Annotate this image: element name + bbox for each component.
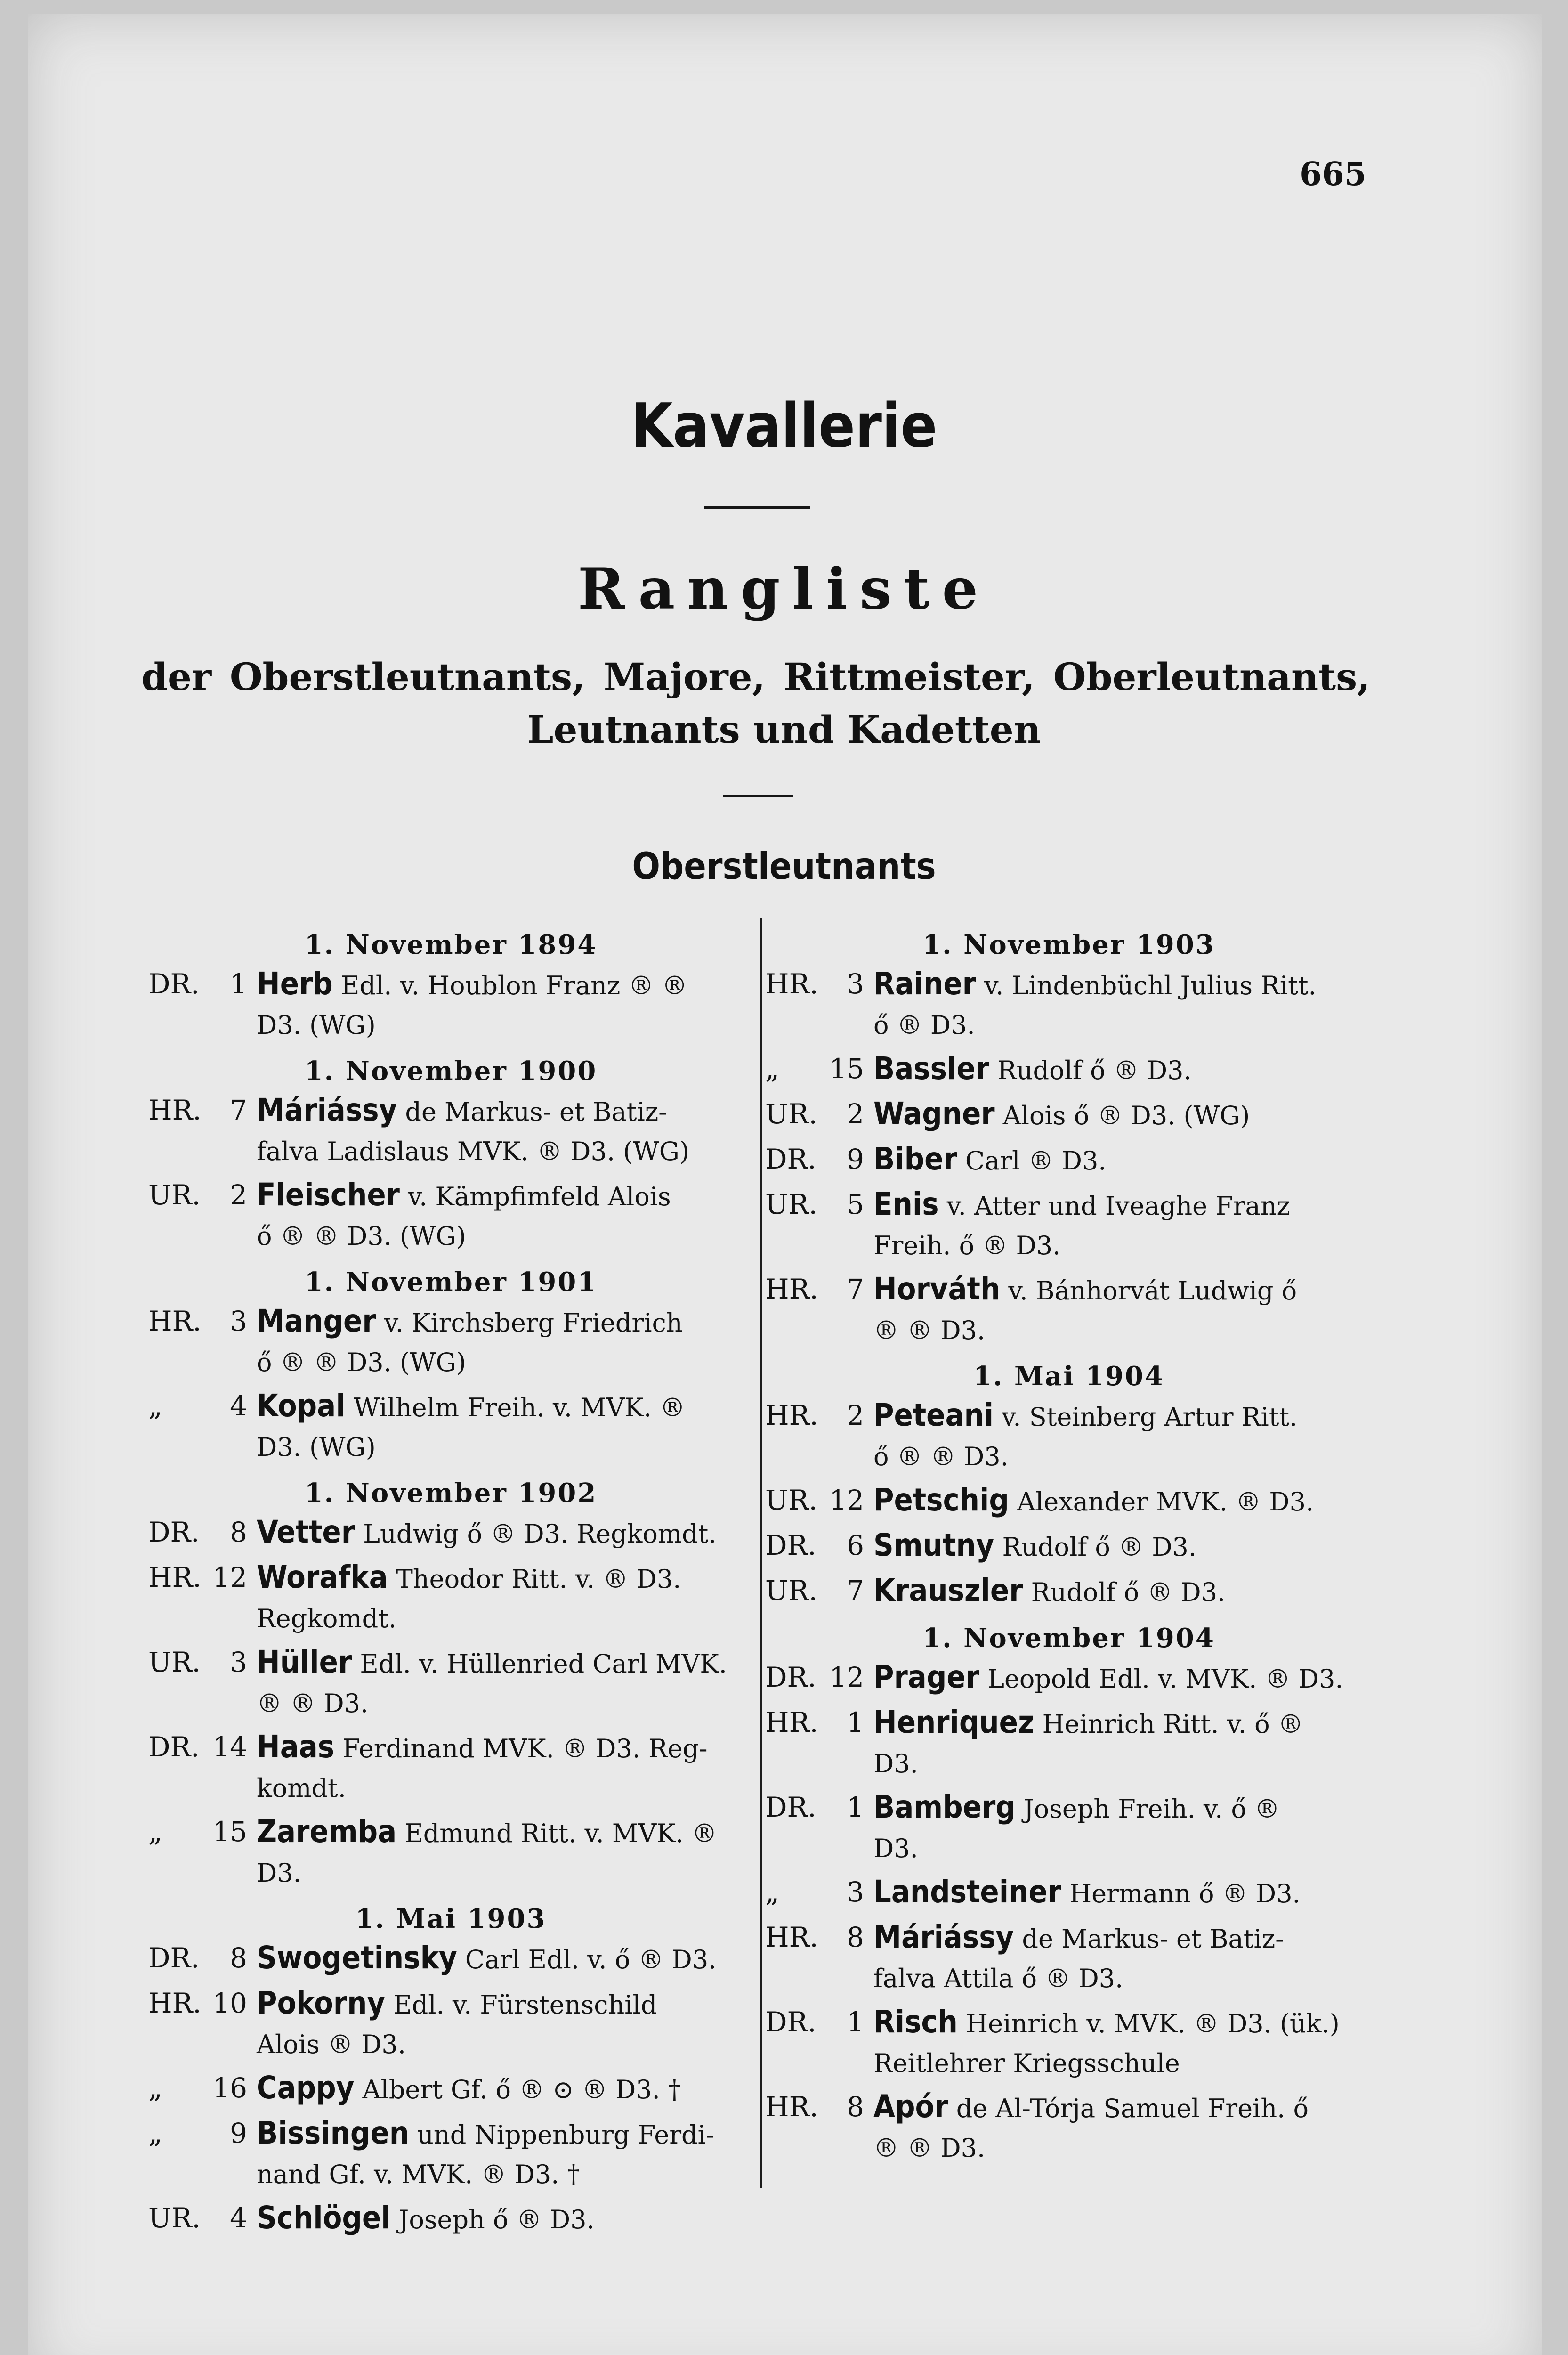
officer-details: und Nippenburg Ferdi- bbox=[409, 2120, 715, 2150]
officer-details: Edl. v. Fürstenschild bbox=[385, 1990, 657, 2020]
regiment-code: DR. bbox=[148, 968, 200, 1000]
officer-surname: Petschig bbox=[873, 1482, 1009, 1518]
officer-surname: Biber bbox=[873, 1141, 957, 1177]
title-divider bbox=[704, 506, 810, 509]
officer-details: Albert Gf. ő ® ⊙ ® D3. † bbox=[354, 2075, 681, 2104]
regiment-number: 1 bbox=[230, 968, 247, 1000]
officer-details: de Markus- et Batiz- bbox=[1014, 1924, 1284, 1954]
officer-surname: Horváth bbox=[873, 1271, 1001, 1307]
officer-surname: Cappy bbox=[257, 2070, 355, 2106]
officer-entry bbox=[765, 1481, 1373, 1521]
regiment-code: HR. bbox=[148, 1561, 202, 1593]
regiment-code: DR. bbox=[148, 1731, 200, 1763]
regiment-number: 10 bbox=[212, 1987, 247, 2019]
officer-entry bbox=[765, 1918, 1373, 1998]
officer-surname: Máriássy bbox=[257, 1092, 397, 1128]
officer-surname: Rainer bbox=[873, 966, 976, 1002]
officer-surname: Herb bbox=[257, 966, 333, 1002]
regiment-number: 6 bbox=[847, 1529, 864, 1561]
officer-entry bbox=[765, 2003, 1373, 2083]
regiment-number: 15 bbox=[829, 1053, 864, 1085]
officer-details-continued: ő ® D3. bbox=[873, 1010, 975, 1040]
officer-entry bbox=[148, 1302, 753, 1382]
right-column bbox=[765, 918, 1373, 2172]
officer-entry bbox=[148, 1558, 753, 1638]
regiment-number: 15 bbox=[212, 1816, 247, 1848]
regiment-number: 3 bbox=[230, 1305, 247, 1337]
officer-surname: Peteani bbox=[873, 1397, 994, 1433]
regiment-number: 7 bbox=[847, 1575, 864, 1607]
officer-details: Edmund Ritt. v. MVK. ® bbox=[396, 1819, 717, 1848]
officer-surname: Bissingen bbox=[257, 2115, 409, 2151]
page-title: Kavallerie bbox=[630, 391, 938, 461]
regiment-number: 8 bbox=[230, 1942, 247, 1974]
officer-details-continued: Freih. ő ® D3. bbox=[873, 1231, 1061, 1260]
officer-surname: Schlögel bbox=[257, 2200, 391, 2236]
officer-details-continued: ® ® D3. bbox=[873, 2133, 986, 2163]
officer-details: v. Lindenbüchl Julius Ritt. bbox=[976, 971, 1317, 1000]
regiment-code: „ bbox=[148, 1390, 163, 1422]
officer-details: Ferdinand MVK. ® D3. Reg- bbox=[334, 1734, 708, 1763]
heading-word: der bbox=[141, 655, 211, 699]
officer-entry bbox=[148, 1176, 753, 1256]
officer-surname: Pokorny bbox=[257, 1985, 386, 2021]
officer-details-continued: ő ® ® D3. (WG) bbox=[257, 1221, 466, 1251]
officer-details: Alexander MVK. ® D3. bbox=[1009, 1487, 1314, 1517]
officer-details: Rudolf ő ® D3. bbox=[994, 1532, 1197, 1562]
officer-details: Ludwig ő ® D3. Regkomdt. bbox=[355, 1519, 717, 1549]
officer-surname: Krauszler bbox=[873, 1572, 1023, 1608]
officer-details: v. Steinberg Artur Ritt. bbox=[994, 1402, 1298, 1432]
page-number: 665 bbox=[1300, 155, 1366, 193]
officer-surname: Swogetinsky bbox=[257, 1940, 457, 1976]
officer-details-continued: Reitlehrer Kriegsschule bbox=[873, 2048, 1180, 2078]
regiment-number: 1 bbox=[847, 1791, 864, 1823]
officer-details: Edl. v. Houblon Franz ® ® bbox=[332, 971, 687, 1000]
officer-details: Wilhelm Freih. v. MVK. ® bbox=[345, 1393, 686, 1422]
officer-details: v. Kämpfimfeld Alois bbox=[399, 1182, 671, 1211]
officer-surname: Worafka bbox=[257, 1559, 388, 1595]
regiment-code: HR. bbox=[765, 1399, 818, 1431]
regiment-number: 14 bbox=[212, 1731, 247, 1763]
officer-details: v. Bánhorvát Ludwig ő bbox=[1000, 1276, 1297, 1306]
regiment-number: 2 bbox=[230, 1179, 247, 1211]
officer-details: Joseph Freih. v. ő ® bbox=[1015, 1794, 1280, 1824]
regiment-code: „ bbox=[148, 2072, 163, 2104]
regiment-code: „ bbox=[148, 2117, 163, 2149]
officer-details: Hermann ő ® D3. bbox=[1061, 1879, 1301, 1908]
officer-details: Carl Edl. v. ő ® D3. bbox=[457, 1945, 717, 1974]
officer-entry bbox=[148, 1643, 753, 1723]
regiment-number: 2 bbox=[847, 1399, 864, 1431]
officer-surname: Prager bbox=[873, 1659, 979, 1695]
regiment-code: UR. bbox=[148, 1646, 201, 1678]
regiment-number: 3 bbox=[847, 1876, 864, 1908]
regiment-code: DR. bbox=[148, 1516, 200, 1548]
officer-details-continued: ő ® ® D3. (WG) bbox=[257, 1348, 466, 1377]
officer-entry bbox=[765, 1270, 1373, 1350]
regiment-code: DR. bbox=[765, 1529, 816, 1561]
officer-surname: Landsteiner bbox=[873, 1874, 1061, 1910]
officer-details: Heinrich Ritt. v. ő ® bbox=[1034, 1709, 1303, 1739]
regiment-code: UR. bbox=[148, 1179, 201, 1211]
regiment-code: „ bbox=[765, 1053, 780, 1085]
officer-surname: Hüller bbox=[257, 1644, 352, 1680]
regiment-number: 7 bbox=[847, 1273, 864, 1305]
officer-entry bbox=[765, 1658, 1373, 1698]
regiment-code: UR. bbox=[765, 1188, 817, 1220]
officer-details: Joseph ő ® D3. bbox=[390, 2205, 595, 2234]
regiment-number: 9 bbox=[230, 2117, 247, 2149]
regiment-number: 8 bbox=[230, 1516, 247, 1548]
officer-entry bbox=[148, 1984, 753, 2064]
date-heading: 1. November 1900 bbox=[304, 1056, 598, 1087]
regiment-number: 8 bbox=[847, 2091, 864, 2123]
regiment-number: 3 bbox=[847, 968, 864, 1000]
officer-details-continued: falva Ladislaus MVK. ® D3. (WG) bbox=[257, 1137, 689, 1166]
officer-surname: Bamberg bbox=[873, 1789, 1016, 1825]
regiment-code: UR. bbox=[765, 1098, 817, 1130]
heading-word: Oberstleutnants, bbox=[229, 655, 585, 699]
regiment-code: HR. bbox=[765, 1273, 818, 1305]
officer-details: de Al-Tórja Samuel Freih. ő bbox=[948, 2094, 1309, 2123]
officer-entry bbox=[765, 1185, 1373, 1265]
officer-details-continued: komdt. bbox=[257, 1773, 346, 1803]
left-column bbox=[148, 918, 753, 2244]
regiment-number: 1 bbox=[847, 1706, 864, 1738]
officer-entry bbox=[765, 965, 1373, 1045]
regiment-code: „ bbox=[765, 1876, 780, 1908]
officer-entry bbox=[148, 2069, 753, 2109]
regiment-number: 12 bbox=[212, 1561, 247, 1593]
officer-entry bbox=[148, 1387, 753, 1467]
officer-details-continued: nand Gf. v. MVK. ® D3. † bbox=[257, 2160, 580, 2189]
officer-entry bbox=[148, 2114, 753, 2194]
regiment-number: 5 bbox=[847, 1188, 864, 1220]
officer-surname: Vetter bbox=[257, 1514, 355, 1550]
heading-line-1 bbox=[141, 655, 1370, 699]
date-heading: 1. November 1903 bbox=[922, 929, 1215, 960]
officer-surname: Enis bbox=[873, 1186, 939, 1222]
officer-details-continued: D3. bbox=[873, 1834, 918, 1863]
regiment-number: 1 bbox=[847, 2006, 864, 2038]
subtitle: Rangliste bbox=[578, 556, 990, 622]
regiment-code: DR. bbox=[765, 1791, 816, 1823]
heading-word: Oberleutnants, bbox=[1053, 655, 1370, 699]
officer-entry bbox=[148, 1939, 753, 1979]
officer-surname: Zaremba bbox=[257, 1813, 397, 1850]
officer-surname: Máriássy bbox=[873, 1919, 1014, 1955]
officer-surname: Manger bbox=[257, 1303, 376, 1339]
officer-surname: Kopal bbox=[257, 1388, 346, 1424]
regiment-number: 12 bbox=[829, 1661, 864, 1693]
regiment-number: 7 bbox=[230, 1094, 247, 1126]
officer-surname: Bassler bbox=[873, 1050, 989, 1087]
regiment-code: DR. bbox=[765, 1143, 816, 1175]
regiment-number: 3 bbox=[230, 1646, 247, 1678]
officer-entry bbox=[765, 1396, 1373, 1476]
officer-details-continued: D3. (WG) bbox=[257, 1432, 376, 1462]
officer-surname: Apór bbox=[873, 2088, 948, 2125]
officer-entry bbox=[765, 1095, 1373, 1135]
date-heading: 1. November 1901 bbox=[304, 1267, 598, 1298]
regiment-number: 4 bbox=[230, 1390, 247, 1422]
officer-details-continued: ® ® D3. bbox=[873, 1316, 986, 1345]
officer-details: Alois ő ® D3. (WG) bbox=[994, 1101, 1250, 1130]
officer-entry bbox=[765, 1788, 1373, 1868]
officer-surname: Wagner bbox=[873, 1096, 995, 1132]
regiment-code: „ bbox=[148, 1816, 163, 1848]
officer-details: Heinrich v. MVK. ® D3. (ük.) bbox=[957, 2009, 1340, 2038]
regiment-code: HR. bbox=[148, 1305, 202, 1337]
officer-details-continued: ő ® ® D3. bbox=[873, 1442, 1009, 1471]
regiment-code: DR. bbox=[765, 1661, 816, 1693]
officer-surname: Henriquez bbox=[873, 1704, 1035, 1740]
regiment-code: HR. bbox=[148, 1094, 202, 1126]
officer-details-continued: Regkomdt. bbox=[257, 1604, 397, 1633]
regiment-code: HR. bbox=[765, 1921, 818, 1953]
officer-details-continued: D3. (WG) bbox=[257, 1010, 376, 1040]
officer-details: Carl ® D3. bbox=[957, 1146, 1107, 1176]
regiment-number: 12 bbox=[829, 1484, 864, 1516]
officer-entry bbox=[765, 1140, 1373, 1180]
officer-details: Edl. v. Hüllenried Carl MVK. bbox=[352, 1649, 727, 1679]
officer-details: v. Atter und Iveaghe Franz bbox=[938, 1191, 1290, 1221]
date-heading: 1. Mai 1904 bbox=[973, 1361, 1164, 1392]
officer-details: v. Kirchsberg Friedrich bbox=[376, 1308, 683, 1338]
regiment-number: 8 bbox=[847, 1921, 864, 1953]
regiment-number: 2 bbox=[847, 1098, 864, 1130]
date-heading: 1. November 1894 bbox=[304, 929, 598, 960]
regiment-code: HR. bbox=[765, 968, 818, 1000]
officer-details-continued: D3. bbox=[257, 1858, 301, 1888]
officer-entry bbox=[148, 1812, 753, 1892]
column-divider bbox=[760, 918, 762, 2188]
officer-entry bbox=[148, 965, 753, 1045]
regiment-code: UR. bbox=[765, 1484, 817, 1516]
officer-details-continued: Alois ® D3. bbox=[257, 2030, 406, 2059]
regiment-number: 4 bbox=[230, 2202, 247, 2234]
regiment-code: HR. bbox=[765, 2091, 818, 2123]
regiment-code: UR. bbox=[765, 1575, 817, 1607]
date-heading: 1. November 1904 bbox=[922, 1623, 1215, 1654]
officer-entry bbox=[148, 1728, 753, 1808]
officer-details: Rudolf ő ® D3. bbox=[1023, 1577, 1226, 1607]
officer-details: de Markus- et Batiz- bbox=[397, 1097, 667, 1127]
regiment-code: DR. bbox=[148, 1942, 200, 1974]
officer-details-continued: falva Attila ő ® D3. bbox=[873, 1964, 1123, 1993]
date-heading: 1. November 1902 bbox=[304, 1478, 598, 1509]
officer-entry bbox=[148, 1091, 753, 1171]
heading-divider bbox=[723, 795, 793, 797]
officer-details: Theodor Ritt. v. ® D3. bbox=[388, 1564, 681, 1594]
officer-entry bbox=[765, 1873, 1373, 1913]
officer-details: Rudolf ő ® D3. bbox=[989, 1056, 1192, 1085]
section-title: Oberstleutnants bbox=[632, 845, 936, 888]
regiment-number: 9 bbox=[847, 1143, 864, 1175]
officer-surname: Smutny bbox=[873, 1527, 994, 1563]
heading-line-2: Leutnants und Kadetten bbox=[527, 707, 1041, 752]
officer-entry bbox=[765, 1526, 1373, 1567]
officer-entry bbox=[765, 1703, 1373, 1783]
officer-details-continued: D3. bbox=[873, 1749, 918, 1778]
officer-entry bbox=[148, 1513, 753, 1553]
regiment-number: 16 bbox=[212, 2072, 247, 2104]
officer-details-continued: ® ® D3. bbox=[257, 1689, 369, 1718]
heading-word: Majore, bbox=[603, 655, 766, 699]
officer-surname: Haas bbox=[257, 1729, 335, 1765]
officer-details: Leopold Edl. v. MVK. ® D3. bbox=[979, 1664, 1343, 1694]
heading-word: Rittmeister, bbox=[784, 655, 1035, 699]
regiment-code: HR. bbox=[148, 1987, 202, 2019]
date-heading: 1. Mai 1903 bbox=[355, 1903, 547, 1934]
officer-entry bbox=[148, 2199, 753, 2239]
regiment-code: UR. bbox=[148, 2202, 201, 2234]
officer-entry bbox=[765, 1049, 1373, 1090]
officer-entry bbox=[765, 2087, 1373, 2168]
officer-surname: Risch bbox=[873, 2004, 958, 2040]
officer-surname: Fleischer bbox=[257, 1177, 400, 1213]
regiment-code: DR. bbox=[765, 2006, 816, 2038]
regiment-code: HR. bbox=[765, 1706, 818, 1738]
officer-entry bbox=[765, 1571, 1373, 1612]
